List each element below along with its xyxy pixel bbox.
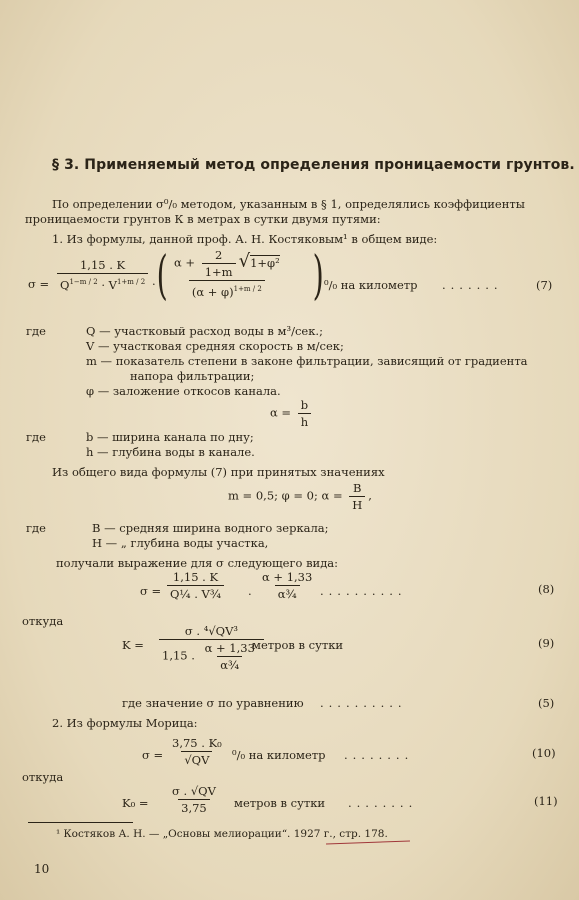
formula-9-denominator — [159, 639, 264, 672]
where-2-line-h: h — глубина воды в канале. — [86, 445, 255, 459]
values-tail: , — [368, 488, 372, 503]
inner-alpha: α + — [174, 255, 196, 270]
where-sigma-leader: .......... — [320, 696, 407, 710]
formula-7-fraction — [57, 258, 148, 292]
formula-7-denominator — [57, 273, 148, 292]
where-3-line-b: B — средняя ширина водного зеркала; — [92, 521, 329, 535]
footnote-rule — [28, 822, 133, 823]
section-title: § 3. Применяемый метод определения проницаемости грунтов. — [52, 157, 575, 173]
footnote: ¹ Костяков А. Н. — „Основы мелиорации“. 1927 г., стр. 178. — [56, 828, 388, 840]
formula-8-lhs: σ = — [140, 584, 162, 598]
formula-9-d-fd: α¾ — [217, 656, 242, 672]
inner-den-exp: 1+m / 2 — [233, 285, 262, 293]
where-1-label: где — [26, 324, 46, 338]
formula-9-inner-frac — [202, 641, 258, 672]
values-fraction — [349, 481, 365, 512]
den-q: Q — [60, 277, 70, 292]
formula-11-lhs: K₀ = — [122, 796, 149, 810]
formula-8-n2: α + 1,33 — [262, 570, 313, 584]
whence-1: откуда — [22, 614, 64, 628]
values-d: H — [349, 496, 365, 512]
root-sign: √ — [238, 250, 251, 272]
where-2-label: где — [26, 430, 46, 444]
alpha-d: h — [298, 413, 311, 429]
formula-11-n: σ . √QV — [172, 784, 216, 798]
formula-10-leader: ........ — [344, 748, 414, 762]
alpha-n: b — [300, 398, 309, 412]
formula-7-lhs: σ = — [28, 277, 50, 291]
formula-7-dot: · — [152, 277, 156, 291]
formula-10-n: 3,75 . K₀ — [172, 736, 222, 750]
formula-7-number: (7) — [536, 278, 553, 292]
formula-8-number: (8) — [538, 582, 555, 596]
formula-11-leader: ........ — [348, 796, 418, 810]
formula-8-dot: . — [248, 584, 252, 598]
where-3-label: где — [26, 521, 46, 535]
where-1-line-m-cont: напора фильтрации; — [130, 369, 255, 383]
item-2-heading: 2. Из формулы Морица: — [52, 716, 198, 730]
inner-small-d: 1+m — [202, 263, 236, 279]
general-form-line: Из общего вида формулы (7) при принятых значениях — [52, 465, 385, 479]
inner-numerator — [171, 248, 283, 280]
formula-9-number: (9) — [538, 636, 555, 650]
where-1-line-q: Q — участковый расход воды в м³/сек.; — [86, 324, 323, 338]
intro-line-2: проницаемости грунтов К в метрах в сутки двумя путями: — [25, 212, 381, 226]
values-n: B — [353, 481, 362, 495]
where-sigma-line: где значение σ по уравнению — [122, 696, 304, 710]
inner-small-n: 2 — [214, 248, 223, 262]
accepted-values — [228, 481, 372, 512]
formula-7-leader: ....... — [442, 278, 503, 292]
formula-10-tail: ⁰/₀ на километр — [232, 748, 326, 762]
handwritten-underline — [326, 841, 410, 845]
inner-root: 1+φ² — [250, 255, 280, 270]
formula-10-d: √QV — [181, 751, 212, 767]
obtained-expression-line: получали выражение для σ следующего вида: — [56, 556, 339, 570]
item-1-heading: 1. Из формулы, данной проф. А. Н. Костяковым¹ в общем виде: — [52, 232, 438, 246]
formula-11-number: (11) — [534, 794, 558, 808]
formula-9-fraction — [159, 624, 264, 672]
inner-denominator — [189, 280, 265, 299]
formula-7-inner-fraction — [171, 248, 283, 299]
formula-8-n1: 1,15 . K — [172, 570, 219, 584]
formula-8-d1: Q¼ . V¾ — [167, 585, 224, 601]
formula-9-d-pre: 1,15 . — [162, 648, 195, 663]
page-number: 10 — [34, 862, 50, 876]
alpha-lhs: α = — [270, 405, 292, 420]
formula-8-fraction-1 — [167, 570, 224, 601]
formula-9-numerator: σ . ⁴√QV³ — [184, 624, 238, 638]
formula-7-tail: ⁰/₀ на километр — [324, 278, 418, 292]
inner-small-frac — [202, 248, 236, 279]
formula-10-fraction — [169, 736, 225, 767]
where-3-line-h: H — „ глубина воды участка, — [92, 536, 269, 550]
formula-8-fraction-2 — [259, 570, 315, 601]
where-1-line-m: m — показатель степени в законе фильтрации, зависящий от градиента — [86, 354, 528, 368]
formula-7-numerator: 1,15 . K — [79, 258, 126, 272]
den-exp-2: 1+m / 2 — [116, 278, 146, 286]
formula-9-lhs: K = — [122, 638, 144, 652]
where-2-line-b: b — ширина канала по дну; — [86, 430, 254, 444]
den-v: · V — [101, 277, 117, 292]
formula-11-tail: метров в сутки — [234, 796, 326, 810]
formula-9-tail: метров в сутки — [252, 638, 344, 652]
equation-5-number: (5) — [538, 696, 555, 710]
formula-8-leader: .......... — [320, 584, 407, 598]
right-paren: ) — [312, 246, 324, 306]
formula-9-d-fn: α + 1,33 — [204, 641, 255, 655]
formula-10-number: (10) — [532, 746, 556, 760]
formula-7 — [28, 246, 558, 320]
intro-line-1: По определении σ⁰/₀ методом, указанным в § 1, определялись коэффициенты — [52, 197, 525, 211]
alpha-fraction — [298, 398, 311, 429]
formula-10-lhs: σ = — [142, 748, 164, 762]
formula-8-d2: α¾ — [275, 585, 300, 601]
where-1-line-phi: φ — заложение откосов канала. — [86, 384, 281, 398]
formula-11-fraction — [169, 784, 219, 815]
values-text: m = 0,5; φ = 0; α = — [228, 488, 343, 503]
formula-11-d: 3,75 — [178, 799, 210, 815]
alpha-definition — [270, 398, 314, 429]
den-exp-1: 1−m / 2 — [69, 278, 98, 286]
where-1-line-v: V — участковая средняя скорость в м/сек; — [86, 339, 344, 353]
inner-den: (α + φ) — [191, 284, 234, 299]
left-paren: ( — [156, 246, 168, 306]
whence-2: откуда — [22, 770, 64, 784]
